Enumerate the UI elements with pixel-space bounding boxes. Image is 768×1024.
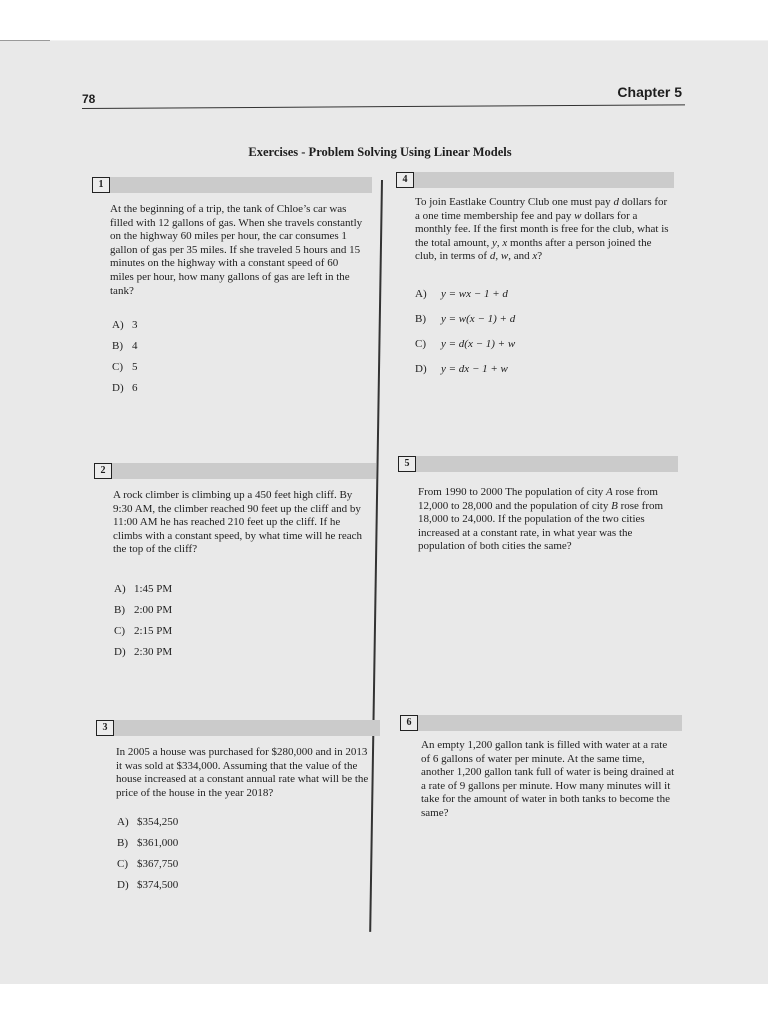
problem-header-bar (96, 720, 380, 736)
choice-c: C) 5 (112, 361, 138, 374)
problem-text: From 1990 to 2000 The population of city A rose from 12,000 to 28,000 and the population of city B rose from 18,000 to 24,000. If the population of the two cities increased at a constant rate, in what year was the population of both cities the same? (418, 486, 664, 553)
answer-choices (117, 812, 380, 896)
problem-number: 3 (96, 720, 114, 736)
problem-3 (96, 720, 380, 896)
problem-text: A rock climber is climbing up a 450 feet high cliff. By 9:30 AM, the climber reached 90 feet up the cliff and by 11:00 AM he has reached 210 feet up the cliff. If he climbs with a constant speed, by what time will he reach the top of the cliff? (113, 489, 362, 556)
choice-d: D) 2:30 PM (114, 645, 173, 658)
problem-number: 5 (398, 456, 416, 472)
problem-2 (94, 463, 376, 663)
problem-1 (92, 177, 372, 399)
choice-d: D) y = dx − 1 + w (415, 362, 508, 375)
top-margin (0, 0, 768, 40)
choice-b: B) 2:00 PM (114, 603, 173, 616)
problem-header-bar (396, 172, 674, 188)
choice-a: A) 1:45 PM (114, 582, 173, 595)
problem-text: In 2005 a house was purchased for $280,000 and in 2013 it was sold at $334,000. Assuming that the value of the house increased at a constant annual rate what will be the price of the house in the year 2018? (116, 746, 369, 799)
choice-d: D) 6 (112, 382, 138, 395)
chapter-title: Chapter 5 (617, 84, 682, 100)
section-title: Exercises - Problem Solving Using Linear Models (248, 145, 512, 159)
problem-number: 2 (94, 463, 112, 479)
problem-number: 1 (92, 177, 110, 193)
choice-a: A) y = wx − 1 + d (415, 287, 508, 300)
problem-header-bar (92, 177, 372, 193)
problem-6 (400, 715, 682, 821)
choice-b: B) y = w(x − 1) + d (415, 312, 516, 325)
bottom-margin (0, 984, 768, 1024)
choice-c: C) y = d(x − 1) + w (415, 337, 516, 350)
problem-text: An empty 1,200 gallon tank is filled with water at a rate of 6 gallons of water per minute. At the same time, another 1,200 gallon tank full of water is being drained at a rate of 9 gallons per minute. How many minutes will it take for the amount of water in both tanks to become the same? (421, 739, 675, 819)
problem-text: To join Eastlake Country Club one must pay d dollars for a one time membership fee and pay w dollars for a monthly fee. If the first month is free for the club, what is the total amount, y, x months after a person joined the club, in terms of d, w, and x? (415, 196, 669, 263)
problem-5 (398, 456, 678, 554)
problem-header-bar (400, 715, 682, 731)
problem-4 (396, 172, 674, 382)
choice-b: B) $361,000 (117, 837, 179, 850)
choice-c: C) 2:15 PM (114, 624, 173, 637)
answer-choices (114, 579, 376, 663)
choice-a: A) 3 (112, 319, 138, 332)
choice-a: A) $354,250 (117, 816, 179, 829)
page-number: 78 (82, 92, 96, 106)
choice-d: D) $374,500 (117, 879, 179, 892)
problem-header-bar (94, 463, 376, 479)
problem-number: 4 (396, 172, 414, 188)
choice-c: C) $367,750 (117, 858, 179, 871)
problem-text: At the beginning of a trip, the tank of Chloe’s car was filled with 12 gallons of gas. When she travels constantly on the highway 60 miles per hour, the car consumes 1 gallon of gas per 35 miles. If she traveled 5 hours and 15 minutes on the highway with a constant speed of 60 miles per hour, how many gallons of gas are left in the tank? (110, 203, 363, 297)
choice-b: B) 4 (112, 340, 138, 353)
answer-choices (112, 315, 372, 399)
answer-choices (415, 282, 674, 382)
problem-number: 6 (400, 715, 418, 731)
problem-header-bar (398, 456, 678, 472)
